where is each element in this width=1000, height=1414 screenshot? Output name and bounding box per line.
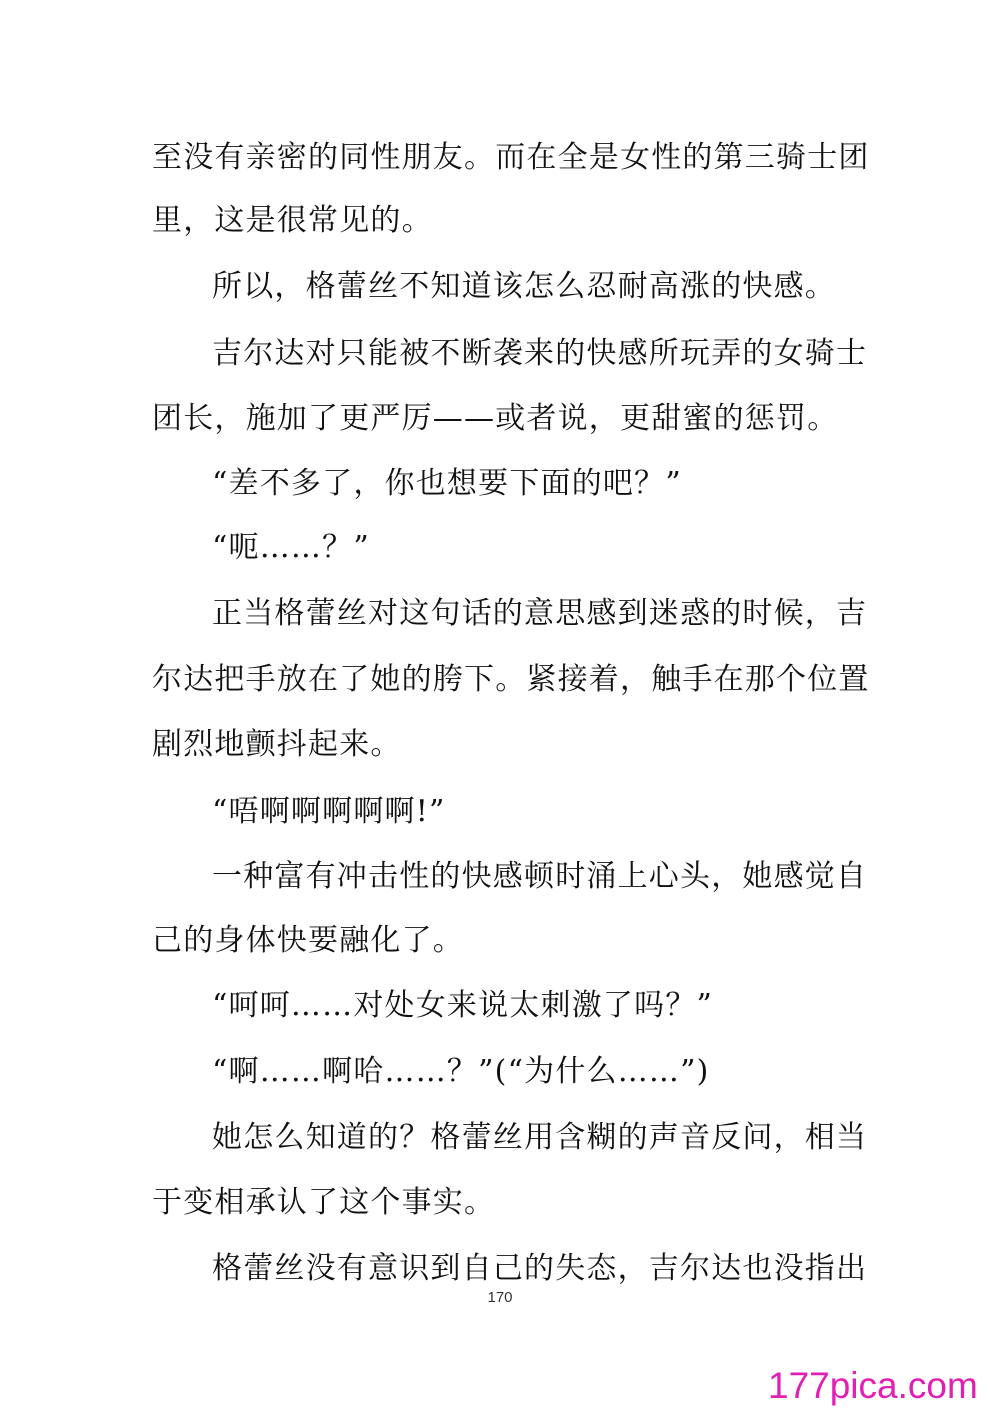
text-line: “呵呵……对处女来说太刺激了吗？” bbox=[212, 988, 714, 1023]
text-line: “差不多了，你也想要下面的吧？” bbox=[212, 466, 682, 501]
text-line: 一种富有冲击性的快感顿时涌上心头，她感觉自 bbox=[212, 859, 868, 894]
page-number: 170 bbox=[487, 1289, 513, 1306]
text-line: 格蕾丝没有意识到自己的失态，吉尔达也没指出 bbox=[212, 1251, 868, 1286]
text-line: 己的身体快要融化了。 bbox=[152, 923, 464, 958]
watermark: 177pica.com bbox=[768, 1365, 978, 1406]
text-line: 于变相承认了这个事实。 bbox=[152, 1185, 496, 1220]
text-line: “唔啊啊啊啊啊!” bbox=[212, 794, 446, 829]
text-line: “啊……啊哈……？”(“为什么……”) bbox=[212, 1054, 710, 1089]
text-line: 里，这是很常见的。 bbox=[152, 203, 433, 238]
text-line: 至没有亲密的同性朋友。而在全是女性的第三骑士团 bbox=[152, 140, 870, 175]
text-line: 正当格蕾丝对这句话的意思感到迷惑的时候，吉 bbox=[212, 596, 868, 631]
text-line: 吉尔达对只能被不断袭来的快感所玩弄的女骑士 bbox=[212, 336, 868, 371]
text-line: 团长，施加了更严厉——或者说，更甜蜜的惩罚。 bbox=[152, 401, 839, 436]
text-line: 尔达把手放在了她的胯下。紧接着，触手在那个位置 bbox=[152, 662, 870, 697]
text-line: “呃……？” bbox=[212, 530, 370, 565]
text-line: 剧烈地颤抖起来。 bbox=[152, 727, 402, 762]
text-line: 她怎么知道的？格蕾丝用含糊的声音反问，相当 bbox=[212, 1120, 868, 1155]
text-line: 所以，格蕾丝不知道该怎么忍耐高涨的快感。 bbox=[212, 269, 836, 304]
